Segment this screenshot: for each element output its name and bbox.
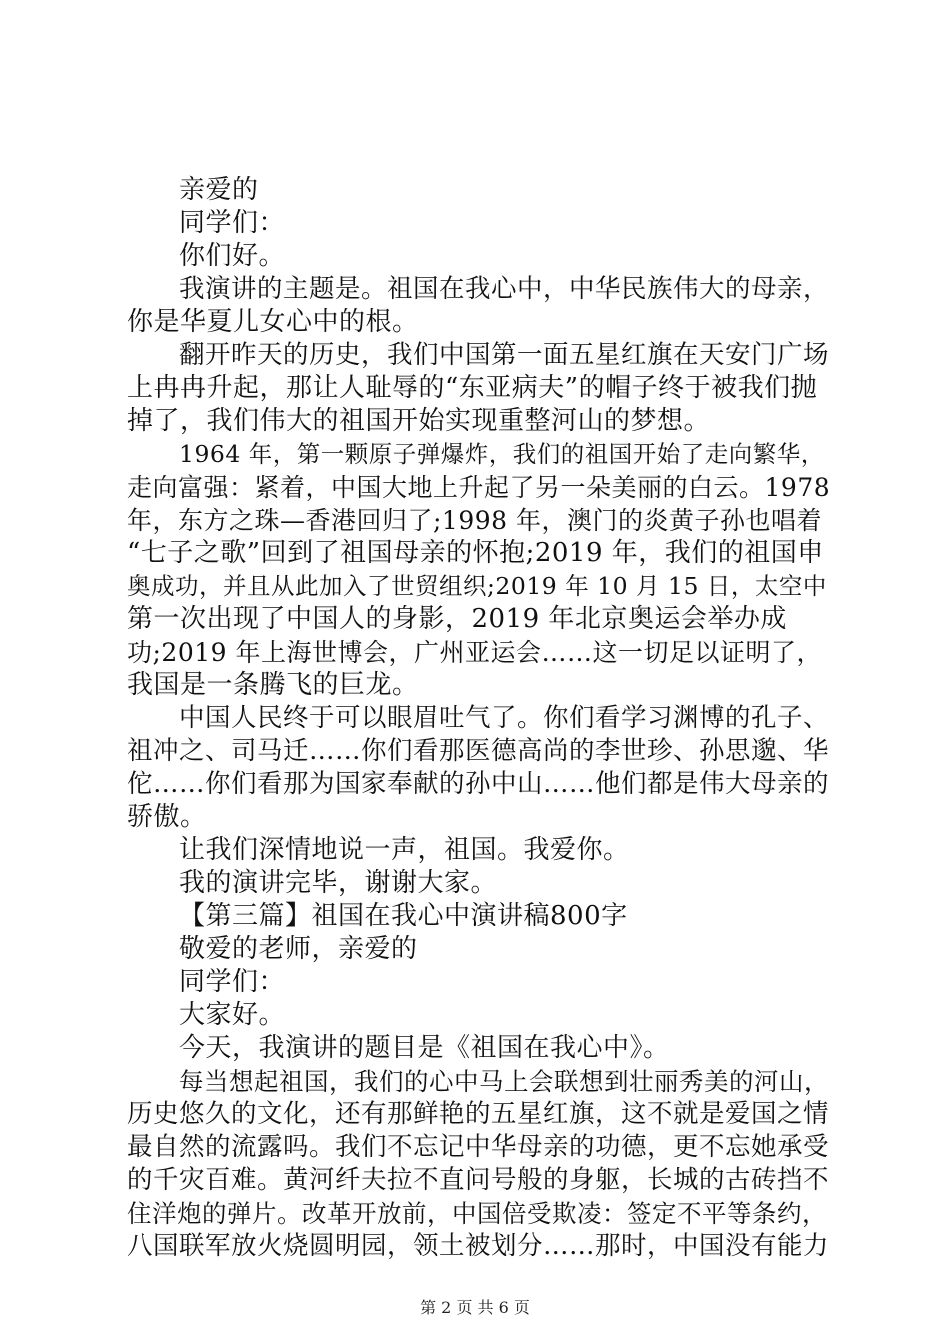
text-line: “七子之歌”回到了祖国母亲的怀抱;2019 年，我们的祖国申 xyxy=(127,538,824,568)
text-line: 我国是一条腾飞的巨龙。 xyxy=(127,670,419,700)
text-line: 八国联军放火烧圆明园，领土被划分……那时，中国没有能力 xyxy=(127,1231,830,1261)
text-line: 今天，我演讲的题目是《祖国在我心中》。 xyxy=(179,1033,670,1063)
text-line: 1964 年，第一颗原子弹爆炸，我们的祖国开始了走向繁华， xyxy=(179,440,825,468)
text-line: 佗……你们看那为国家奉献的孙中山……他们都是伟大母亲的 xyxy=(127,769,830,799)
text-line: 同学们： xyxy=(179,208,286,238)
text-line: 大家好。 xyxy=(179,1000,286,1030)
page-footer: 第 2 页 共 6 页 xyxy=(420,1298,530,1317)
text-line: 中国人民终于可以眼眉吐气了。你们看学习渊博的孔子、 xyxy=(179,703,830,733)
text-line: 功;2019 年上海世博会，广州亚运会……这一切足以证明了， xyxy=(127,638,822,667)
text-line: 最自然的流露吗。我们不忘记中华母亲的功德，更不忘她承受 xyxy=(127,1132,830,1162)
text-line: 奥成功，并且从此加入了世贸组织;2019 年 10 月 15 日，太空中 xyxy=(127,572,827,600)
text-line: 你是华夏儿女心中的根。 xyxy=(127,307,419,337)
text-line: 我演讲的主题是。祖国在我心中，中华民族伟大的母亲， xyxy=(179,274,830,304)
text-line: 的千灾百难。黄河纤夫拉不直问号般的身躯，长城的古砖挡不 xyxy=(127,1165,830,1195)
text-line: 掉了，我们伟大的祖国开始实现重整河山的梦想。 xyxy=(127,406,711,436)
text-line: 敬爱的老师，亲爱的 xyxy=(179,934,418,964)
text-line: 翻开昨天的历史，我们中国第一面五星红旗在天安门广场 xyxy=(179,340,830,370)
text-line: 上冉冉升起，那让人耻辱的“东亚病夫”的帽子终于被我们抛 xyxy=(127,373,818,403)
text-line: 年，东方之珠—香港回归了;1998 年，澳门的炎黄子孙也唱着 xyxy=(127,506,822,535)
text-line: 每当想起祖国，我们的心中马上会联想到壮丽秀美的河山， xyxy=(179,1067,829,1096)
text-line: 历史悠久的文化，还有那鲜艳的五星红旗，这不就是爱国之情 xyxy=(127,1099,830,1129)
text-line: 祖冲之、司马迁……你们看那医德高尚的李世珍、孙思邈、华 xyxy=(127,736,830,766)
text-line: 我的演讲完毕，谢谢大家。 xyxy=(179,868,498,898)
text-line: 走向富强：紧着，中国大地上升起了另一朵美丽的白云。1978 xyxy=(127,473,831,502)
text-line: 让我们深情地说一声，祖国。我爱你。 xyxy=(179,835,630,865)
text-line: 骄傲。 xyxy=(127,802,207,832)
text-line: 你们好。 xyxy=(179,241,286,271)
text-line: 同学们： xyxy=(179,967,286,997)
text-line: 第一次出现了中国人的身影，2019 年北京奥运会举办成 xyxy=(127,604,787,634)
text-line: 亲爱的 xyxy=(179,175,259,205)
text-line: 住洋炮的弹片。改革开放前，中国倍受欺凌：签定不平等条约， xyxy=(127,1199,827,1228)
document-body xyxy=(127,174,833,1263)
text-line: 【第三篇】祖国在我心中演讲稿800字 xyxy=(179,901,628,931)
